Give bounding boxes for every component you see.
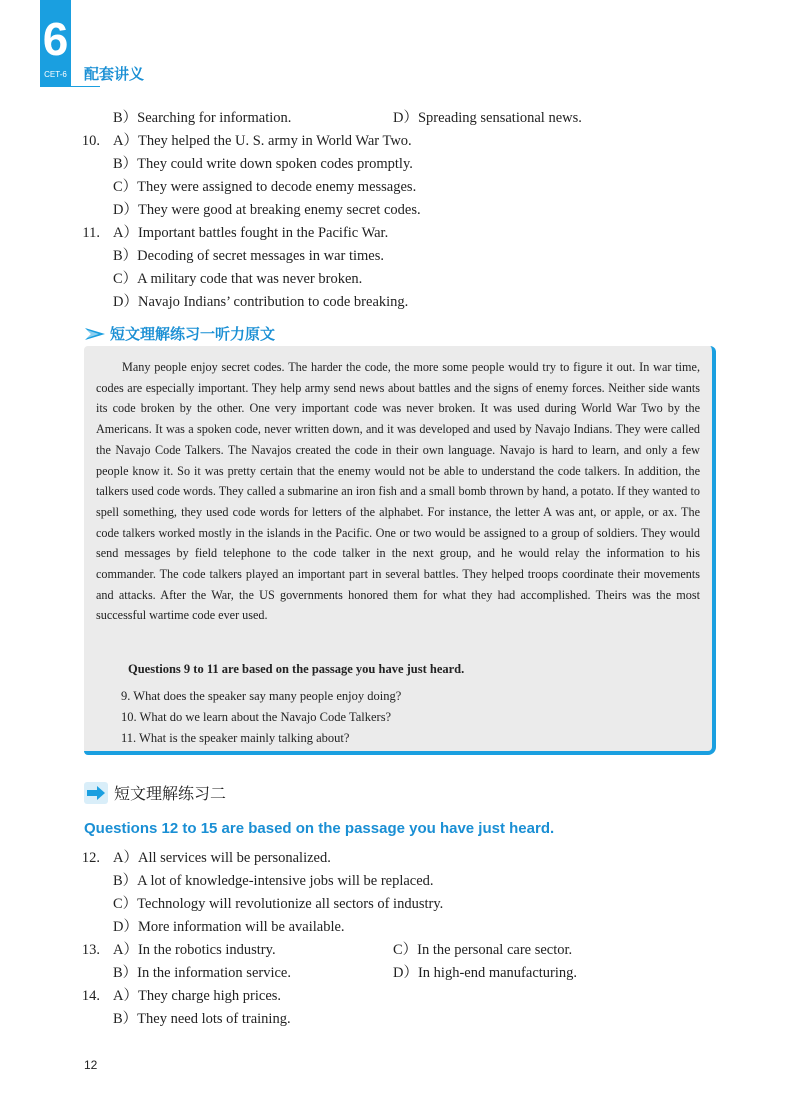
- arrow-icon: [84, 327, 106, 341]
- q13-option-d: D）In high-end manufacturing.: [393, 965, 578, 981]
- q10-number: 10.: [81, 133, 100, 149]
- q14-option-b: B）They need lots of training.: [113, 1011, 291, 1027]
- q10-option-c: C）They were assigned to decode enemy messages.: [113, 179, 417, 195]
- header-rule: [40, 86, 100, 87]
- chapter-number: 6: [42, 13, 69, 65]
- transcript-questions-heading: Questions 9 to 11 are based on the passage you have just heard.: [128, 662, 465, 676]
- q12-number: 12.: [81, 850, 100, 866]
- q10-option-a: A）They helped the U. S. army in World War Two.: [113, 133, 412, 149]
- q11-option-a: A）Important battles fought in the Pacific War.: [113, 225, 389, 241]
- q11-option-b: B）Decoding of secret messages in war times.: [113, 248, 384, 264]
- q12-option-c: C）Technology will revolutionize all sectors of industry.: [113, 896, 444, 912]
- q13-number: 13.: [81, 942, 100, 958]
- book-title: 配套讲义: [84, 65, 145, 83]
- section2-title: 短文理解练习二: [114, 784, 227, 803]
- transcript-question-10: 10. What do we learn about the Navajo Code Talkers?: [121, 710, 392, 724]
- q12-option-a: A）All services will be personalized.: [113, 850, 331, 866]
- arrow-icon: [84, 782, 108, 804]
- section1-title: 短文理解练习一听力原文: [110, 325, 276, 343]
- q13-option-c: C）In the personal care sector.: [393, 942, 573, 958]
- q14-option-a: A）They charge high prices.: [113, 988, 282, 1004]
- q10-option-b: B）They could write down spoken codes promptly.: [113, 156, 413, 172]
- q13-option-a: A）In the robotics industry.: [113, 942, 276, 958]
- q11-option-c: C）A military code that was never broken.: [113, 271, 363, 287]
- q10-option-d: D）They were good at breaking enemy secret codes.: [113, 202, 421, 218]
- exam-label: CET-6: [44, 70, 67, 79]
- q9-option-d: D）Spreading sensational news.: [393, 110, 582, 126]
- transcript-question-11: 11. What is the speaker mainly talking about?: [121, 731, 350, 745]
- page-number: 12: [84, 1058, 98, 1072]
- section2-questions-heading: Questions 12 to 15 are based on the passage you have just heard.: [84, 820, 555, 837]
- q12-option-b: B）A lot of knowledge-intensive jobs will be replaced.: [113, 873, 434, 889]
- q11-option-d: D）Navajo Indians’ contribution to code breaking.: [113, 294, 409, 310]
- q14-number: 14.: [81, 988, 100, 1004]
- transcript-paragraph: Many people enjoy secret codes. The harder the code, the more some people would try to figure it out. In war time, codes are especially important. They help army send news about battles and the signs of enemy forces. Neither side wants its code broken by the other. One very important code was never broken. It was used during World War Two by the Americans. It was a spoken code, never written down, and it was developed and used by Navajo Indians. They were called the Navajo Code Talkers. The Navajos created the code in their own language. Navajo is hard to learn, and only a few people know it. So it was pretty certain that the enemy would not be able to understand the code talkers. In addition, the talkers used code words. They called a submarine an iron fish and a small bomb thrown by hand, a potato. If they wanted to spell something, they used code words for letters of the alphabet. For instance, the letter A was ant, or apple, or ax. The code talkers worked mostly in the islands in the Pacific. One or two would be assigned to a group of soldiers. They would send messages by field telephone to the code talker in the next group, and he would relay the information to his commander. The code talkers played an important part in several battles. They helped troops coordinate their movements and attacks. After the War, the US governments honored them for what they had accomplished. Theirs was the most successful wartime code ever used.: [96, 360, 700, 623]
- transcript-question-9: 9. What does the speaker say many people enjoy doing?: [121, 689, 402, 703]
- q9-option-b: B）Searching for information.: [113, 110, 292, 126]
- q12-option-d: D）More information will be available.: [113, 919, 345, 935]
- q11-number: 11.: [82, 225, 100, 241]
- q13-option-b: B）In the information service.: [113, 965, 291, 981]
